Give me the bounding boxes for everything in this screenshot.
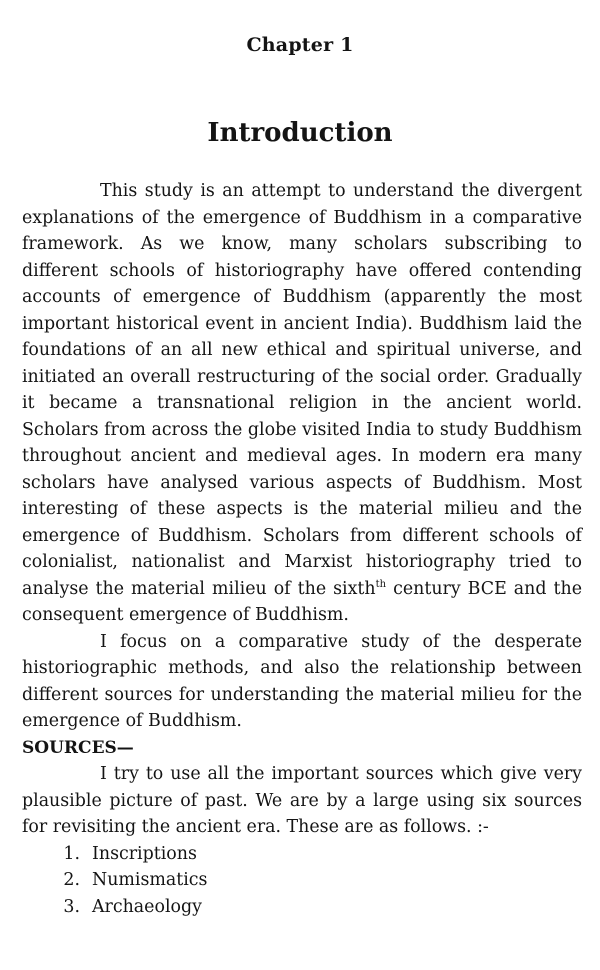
paragraph-intro-text: This study is an attempt to understand the divergent explanations of the emergence of Buddhism in a comparative framework. As we know, many scholars subscribing to different schools of historiography have offered contending accounts of emergence of Buddhism (apparently the most important historical event in ancient India). Buddhism laid the foundations of an all new ethical and spiritual universe, and initiated an overall restructuring of the social order. Gradually it became a transnational religion in the ancient world. Scholars from across the globe visited India to study Buddhism throughout ancient and medieval ages. In modern era many scholars have analysed various aspects of Buddhism. Most interesting of these aspects is the material milieu and the emergence of Buddhism. Scholars from different schools of colonialist, nationalist and Marxist historiography tried to analyse the material milieu of the sixth <box>22 181 582 599</box>
list-item-number: 3. <box>63 896 80 917</box>
chapter-number: Chapter 1 <box>246 34 354 56</box>
ordinal-suffix: th <box>375 578 387 590</box>
list-item-number: 2. <box>63 870 80 890</box>
list-item <box>22 841 582 868</box>
paragraph-sources: I try to use all the important sources which give very plausible picture of past. We are by a large using six sources for revisiting the ancient era. These are as follows. :- <box>22 764 582 837</box>
paragraph-focus: I focus on a comparative study of the desperate historiographic methods, and also the relationship between different sources for understanding the material milieu for the emergence of Buddhism. <box>22 631 582 731</box>
list-item-label: Inscriptions <box>92 843 197 864</box>
list-item-number: 1. <box>63 843 80 864</box>
chapter-body <box>22 178 582 920</box>
paragraph-intro-text-end: century BCE and the consequent emergence of Buddhism. <box>22 578 582 625</box>
list-item <box>22 867 582 894</box>
list-item <box>22 894 582 921</box>
section-heading-sources: SOURCES— <box>22 737 134 758</box>
sources-list <box>22 841 582 921</box>
chapter-title: Introduction <box>207 118 393 148</box>
paragraph-intro <box>22 178 582 629</box>
list-item-label: Numismatics <box>92 870 208 890</box>
list-item-label: Archaeology <box>92 896 202 917</box>
